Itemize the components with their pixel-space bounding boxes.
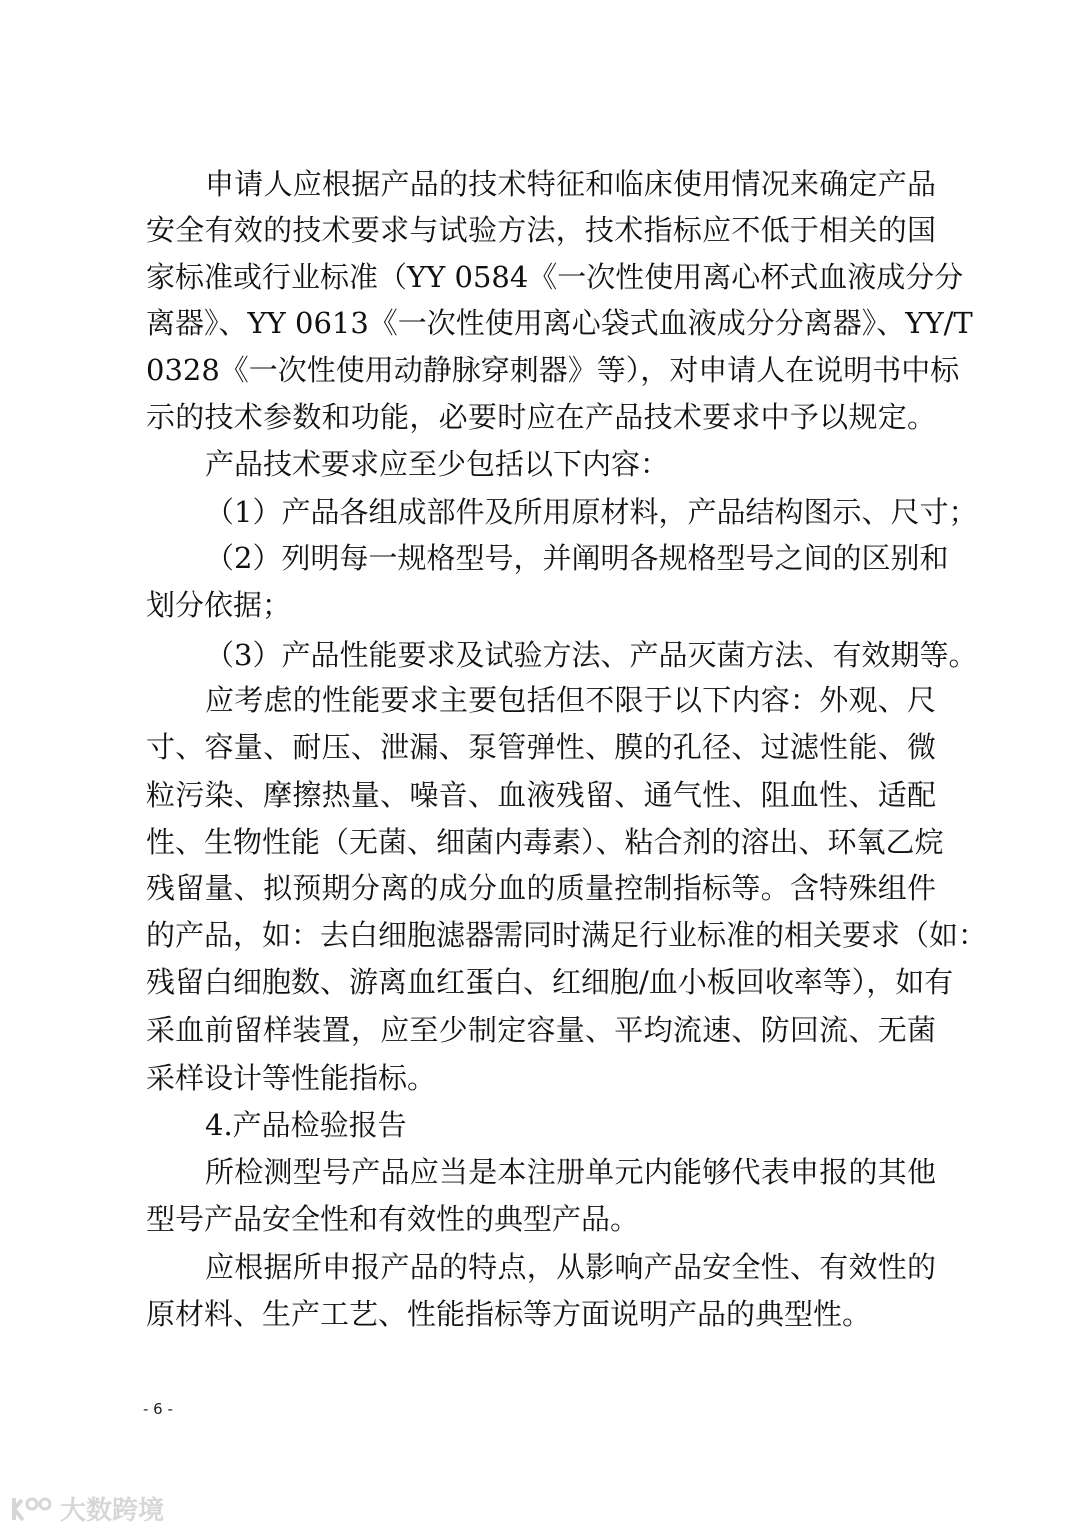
text-line: 采样设计等性能指标。 (146, 1061, 437, 1095)
text-line: 申请人应根据产品的技术特征和临床使用情况来确定产品 (205, 167, 936, 201)
text-line: 所检测型号产品应当是本注册单元内能够代表申报的其他 (205, 1155, 936, 1189)
text-line: 家标准或行业标准（YY 0584《一次性使用离心杯式血液成分分 (146, 260, 964, 294)
watermark-logo-icon (8, 1494, 54, 1524)
text-line: 4.产品检验报告 (205, 1108, 407, 1142)
watermark (8, 1490, 164, 1527)
text-line: 残留量、拟预期分离的成分血的质量控制指标等。含特殊组件 (146, 871, 936, 905)
text-line: 安全有效的技术要求与试验方法，技术指标应不低于相关的国 (146, 213, 936, 247)
text-line: 粒污染、摩擦热量、噪音、血液残留、通气性、阻血性、适配 (146, 778, 936, 812)
text-line: 示的技术参数和功能，必要时应在产品技术要求中予以规定。 (146, 400, 936, 434)
text-line: 划分依据； (146, 588, 292, 622)
watermark-text: 大数跨境 (60, 1496, 165, 1526)
text-line: 寸、容量、耐压、泄漏、泵管弹性、膜的孔径、过滤性能、微 (146, 730, 936, 764)
text-line: 0328《一次性使用动静脉穿刺器》等），对申请人在说明书中标 (146, 353, 960, 387)
page-number: - 6 - (143, 1400, 173, 1418)
text-line: 采血前留样装置，应至少制定容量、平均流速、防回流、无菌 (146, 1013, 936, 1047)
text-line: 离器》、YY 0613《一次性使用离心袋式血液成分分离器》、YY/T (146, 306, 973, 340)
text-line: 性、生物性能（无菌、细菌内毒素）、粘合剂的溶出、环氧乙烷 (146, 825, 944, 859)
text-line: 原材料、生产工艺、性能指标等方面说明产品的典型性。 (146, 1297, 872, 1331)
text-line: 型号产品安全性和有效性的典型产品。 (146, 1202, 640, 1236)
text-line: 残留白细胞数、游离血红蛋白、红细胞/血小板回收率等），如有 (146, 965, 954, 999)
text-line: （1）产品各组成部件及所用原材料，产品结构图示、尺寸； (205, 495, 978, 529)
text-line: 应考虑的性能要求主要包括但不限于以下内容：外观、尺 (205, 683, 936, 717)
text-line: 产品技术要求应至少包括以下内容： (205, 447, 670, 481)
text-line: （3）产品性能要求及试验方法、产品灭菌方法、有效期等。 (205, 638, 978, 672)
text-line: 应根据所申报产品的特点，从影响产品安全性、有效性的 (205, 1250, 936, 1284)
text-line: 的产品，如：去白细胞滤器需同时满足行业标准的相关要求（如： (146, 918, 988, 952)
text-line: （2）列明每一规格型号，并阐明各规格型号之间的区别和 (205, 541, 949, 575)
